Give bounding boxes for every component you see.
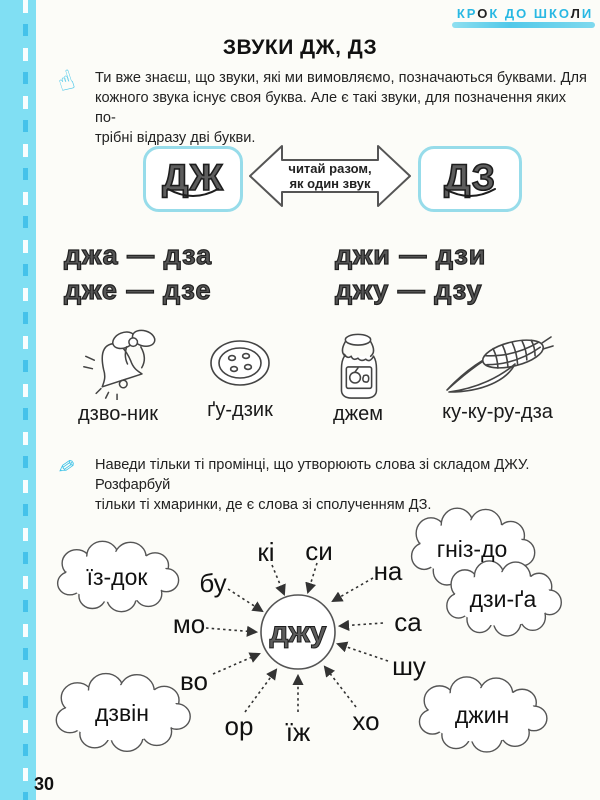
button-icon — [203, 334, 277, 396]
syllable-column-left — [64, 238, 212, 308]
binding-strip — [0, 0, 36, 800]
stitch-dashed-line — [23, 0, 28, 800]
double-arrow — [248, 140, 412, 212]
dzhu-rays-diagram — [36, 500, 600, 800]
sound-box-dzh — [143, 146, 243, 212]
sound-box-dz — [418, 146, 522, 212]
vocab-item-bell — [56, 326, 180, 426]
cloud-word: гніз-до — [436, 536, 508, 562]
center-syllable: джу — [269, 616, 327, 649]
ray-syllable: кі — [257, 537, 275, 567]
intro-paragraph — [95, 68, 590, 148]
vocab-label: джем — [333, 403, 383, 425]
ray-syllable: їж — [285, 717, 311, 747]
bell-icon — [72, 326, 164, 400]
ligature-arc — [439, 187, 501, 200]
ray-syllable: мо — [172, 609, 206, 639]
cloud-word: джин — [454, 702, 510, 728]
syllable-pair: джи — дзи — [335, 240, 487, 270]
ray-syllable: на — [373, 556, 403, 586]
cloud-word: дзвін — [95, 700, 149, 726]
ray-syllable: во — [180, 666, 208, 696]
task-line: Наведи тільки ті промінці, що утворюють слова зі складом ДЖУ. Розфарбуй — [95, 457, 530, 493]
vocab-label: дзво-ник — [78, 403, 158, 425]
ray-syllable: хо — [352, 706, 380, 736]
ray-syllable: са — [394, 607, 422, 637]
syllable-pair: дже — дзе — [64, 275, 212, 305]
pointing-hand-icon: ☝ — [53, 64, 79, 98]
ray-syllable: шу — [392, 651, 426, 681]
ray-syllable: ор — [224, 711, 254, 741]
page-title: ЗВУКИ ДЖ, ДЗ — [222, 36, 378, 59]
pencil-icon: ✏ — [52, 453, 81, 482]
cloud-word: дзи-ґа — [469, 586, 537, 612]
jam-jar-icon — [329, 330, 387, 400]
syllable-column-right — [335, 238, 486, 308]
intro-line: трібні відразу дві букви. — [95, 130, 256, 146]
intro-line: Ти вже знаєш, що звуки, які ми вимовляємо, позначаються буквами. Для — [95, 70, 587, 86]
arrow-caption-line: читай разом, — [288, 161, 372, 176]
vocab-item-button — [190, 334, 290, 422]
vocab-item-corn — [430, 330, 565, 424]
arrow-caption-line: як один звук — [289, 176, 371, 191]
page-number: 30 — [34, 774, 55, 794]
sound-letters: ДЗ — [444, 157, 496, 198]
ray-syllable: бу — [199, 568, 227, 598]
syllable-pair: джа — дза — [64, 240, 213, 270]
vocab-item-jam — [318, 330, 398, 426]
series-header: КРОК ДО ШКОЛИ — [456, 6, 594, 21]
task-line: тільки ті хмаринки, де є слова зі сполученням ДЗ. — [95, 497, 432, 513]
syllable-pair: джу — дзу — [335, 275, 483, 305]
header-underline — [452, 22, 595, 28]
sound-letters: ДЖ — [162, 157, 224, 198]
corn-icon — [441, 330, 555, 398]
vocab-label: ку-ку-ру-дза — [442, 401, 553, 423]
ligature-arc — [162, 187, 224, 200]
intro-line: кожного звука існує своя буква. Але є такі звуки, для позначення яких по- — [95, 90, 567, 126]
cloud-word: їз-док — [86, 564, 148, 590]
vocab-label: ґу-дзик — [207, 399, 273, 421]
ray-syllable: си — [305, 536, 333, 566]
